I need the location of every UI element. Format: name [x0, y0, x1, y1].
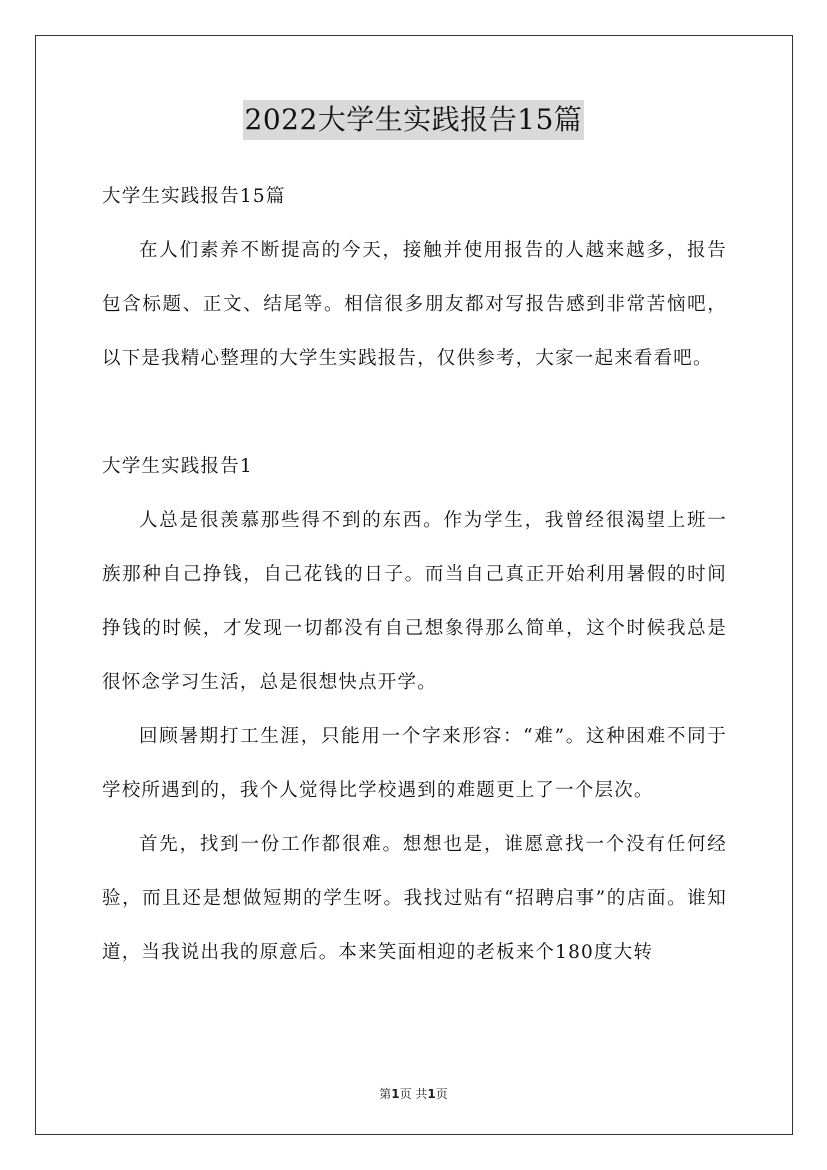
- section-heading: 大学生实践报告1: [102, 456, 253, 477]
- body-paragraph: 首先，找到一份工作都很难。想想也是，谁愿意找一个没有任何经验，而且还是想做短期的学生呀。我找过贴有“招聘启事”的店面。谁知道，当我说出我的原意后。本来笑面相迎的老板来个180度大转: [102, 834, 727, 963]
- blank-line: [102, 386, 727, 440]
- document-body: [102, 170, 727, 980]
- page-prefix: 第: [379, 1087, 392, 1101]
- page-suffix: 页: [435, 1087, 448, 1101]
- page-current: 1: [391, 1087, 400, 1101]
- page-mid: 页 共: [399, 1087, 428, 1101]
- document-subtitle: 大学生实践报告15篇: [102, 186, 286, 207]
- body-paragraph: 人总是很羡慕那些得不到的东西。作为学生，我曾经很渴望上班一族那种自己挣钱，自己花钱的日子。而当自己真正开始利用暑假的时间挣钱的时候，才发现一切都没有自己想象得那么简单，这个时候我总是很怀念学习生活，总是很想快点开学。: [102, 510, 727, 693]
- intro-paragraph: 在人们素养不断提高的今天，接触并使用报告的人越来越多，报告包含标题、正文、结尾等。相信很多朋友都对写报告感到非常苦恼吧，以下是我精心整理的大学生实践报告，仅供参考，大家一起来看看吧。: [102, 240, 727, 369]
- page-total: 1: [427, 1087, 436, 1101]
- body-paragraph: 回顾暑期打工生涯，只能用一个字来形容：“难”。这种困难不同于学校所遇到的，我个人觉得比学校遇到的难题更上了一个层次。: [102, 726, 727, 801]
- title-container: [0, 100, 827, 140]
- document-title: 2022大学生实践报告15篇: [243, 100, 585, 140]
- page-footer: [0, 1085, 827, 1102]
